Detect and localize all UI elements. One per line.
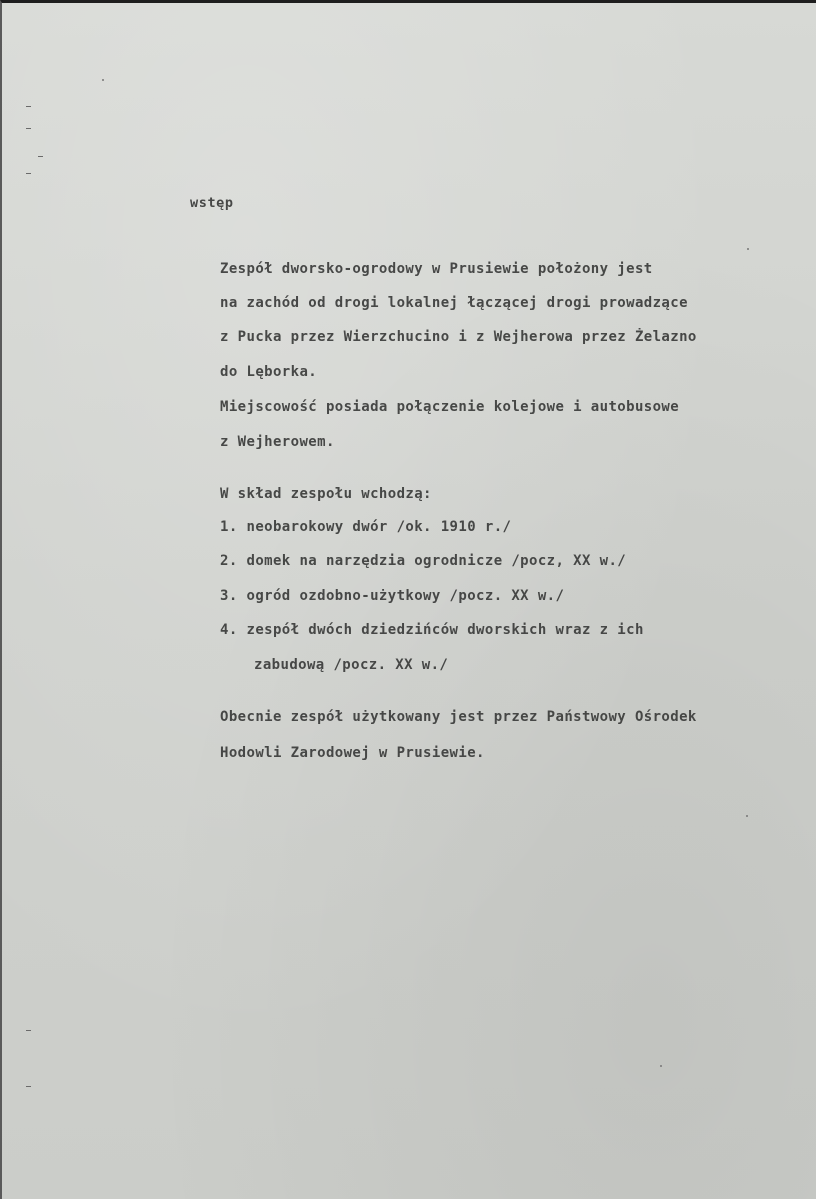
paper-speck: [746, 815, 748, 817]
paragraph-line: z Pucka przez Wierzchucino i z Wejherowa przez Żelazno: [220, 329, 697, 345]
paragraph-line: Miejscowość posiada połączenie kolejowe i autobusowe: [220, 399, 680, 415]
section-heading: wstęp: [190, 195, 234, 211]
paragraph-line: Zespół dworsko-ogrodowy w Prusiewie położony jest: [220, 261, 653, 277]
margin-mark: [38, 156, 43, 157]
paragraph-line: na zachód od drogi lokalnej łączącej drogi prowadzące: [220, 295, 688, 311]
margin-mark: [26, 128, 31, 129]
margin-mark: [26, 1086, 31, 1087]
list-item: 3. ogród ozdobno-użytkowy /pocz. XX w./: [220, 588, 565, 604]
margin-mark: [26, 1030, 31, 1031]
paragraph-line: do Lęborka.: [220, 364, 318, 380]
margin-mark: [26, 173, 31, 174]
list-item: 1. neobarokowy dwór /ok. 1910 r./: [220, 519, 512, 535]
paper-speck: [102, 79, 104, 81]
list-item-continuation: zabudową /pocz. XX w./: [254, 657, 449, 673]
list-item: 4. zespół dwóch dziedzińców dworskich wraz z ich: [220, 622, 644, 638]
margin-mark: [26, 106, 31, 107]
closing-line: Obecnie zespół użytkowany jest przez Państwowy Ośrodek: [220, 709, 697, 725]
list-intro: W skład zespołu wchodzą:: [220, 486, 432, 502]
paper-speck: [660, 1065, 662, 1067]
paragraph-line: z Wejherowem.: [220, 434, 335, 450]
list-item: 2. domek na narzędzia ogrodnicze /pocz, XX w./: [220, 553, 627, 569]
paper-speck: [747, 248, 749, 250]
closing-line: Hodowli Zarodowej w Prusiewie.: [220, 745, 485, 761]
